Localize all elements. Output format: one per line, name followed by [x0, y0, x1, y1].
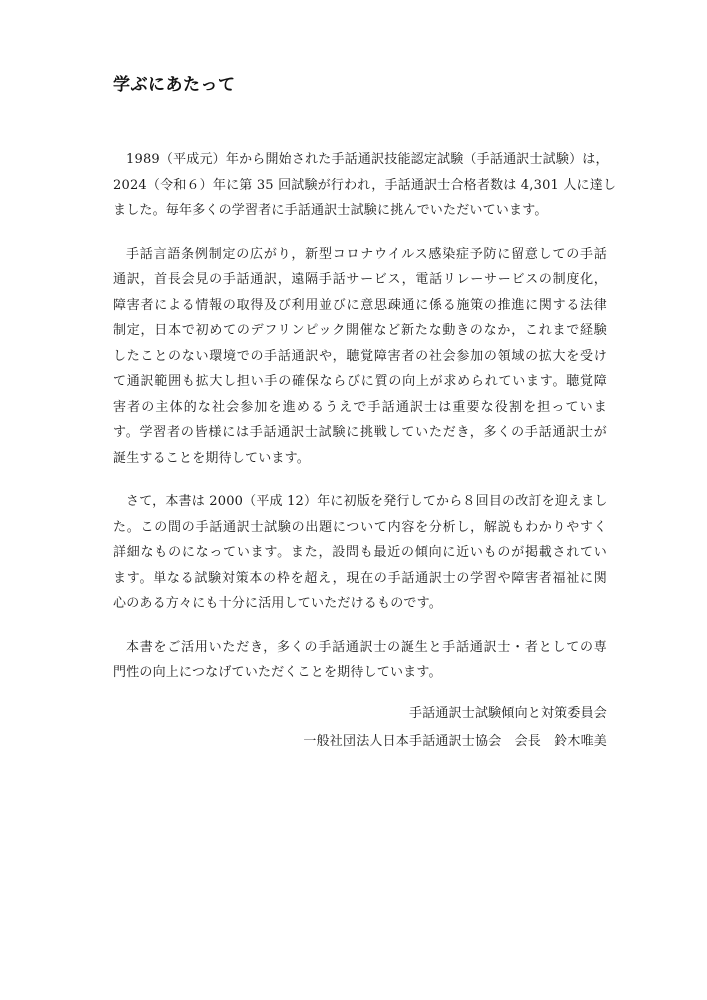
text-line: ます。単なる試験対策本の枠を超え，現在の手話通訳士の学習や障害者福祉に関 — [113, 570, 607, 586]
paragraph-1 — [113, 147, 617, 224]
text-line: 通訳，首長会見の手話通訳，遠隔手話サービス，電話リレーサービスの制度化， — [113, 272, 607, 287]
text-line: す。学習者の皆様には手話通訳士試験に挑戦していただき，多くの手話通訳士が — [113, 425, 607, 440]
page-title: 学ぶにあたって — [113, 75, 236, 95]
paragraph-3 — [113, 489, 607, 617]
text-line: 門性の向上につなげていただくことを期待しています。 — [113, 665, 442, 680]
text-line: さて，本書は 2000（平成 12）年に初版を発行してから８回目の改訂を迎えまし — [126, 494, 608, 509]
signature-block — [303, 700, 607, 756]
text-line: 誕生することを期待しています。 — [113, 450, 310, 466]
text-line: 手話言語条例制定の広がり，新型コロナウイルス感染症予防に留意しての手話 — [126, 246, 607, 262]
text-line: ました。毎年多くの学習者に手話通訳士試験に挑んでいただいています。 — [113, 203, 548, 218]
text-line: 詳細なものになっています。また，設問も最近の傾向に近いものが掲載されてい — [113, 545, 607, 560]
organization-president: 一般社団法人日本手話通訳士協会 会長 鈴木唯美 — [303, 734, 607, 749]
text-line: 害者の主体的な社会参加を進めるうえで手話通訳士は重要な役割を担っていま — [113, 399, 607, 415]
text-line: 1989（平成元）年から開始された手話通訳技能認定試験（手話通訳士試験）は， — [126, 152, 609, 167]
body-text — [113, 147, 617, 704]
text-line: 本書をご活用いただき，多くの手話通訳士の誕生と手話通訳士・者としての専 — [126, 639, 607, 655]
text-line: したことのない環境での手話通訳や，聴覚障害者の社会参加の領域の拡大を受け — [113, 348, 607, 364]
text-line: 心のある方々にも十分に活用していただけるものです。 — [113, 596, 442, 611]
paragraph-4 — [113, 635, 607, 686]
committee-name: 手話通訳士試験傾向と対策委員会 — [408, 706, 607, 721]
text-line: た。この間の手話通訳士試験の出題について内容を分析し，解説もわかりやすく — [113, 519, 607, 535]
text-line: 制定，日本で初めてのデフリンピック開催など新たな動きのなか，これまで経験 — [113, 323, 607, 338]
text-line: 障害者による情報の取得及び利用並びに意思疎通に係る施策の推進に関する法律 — [113, 297, 607, 313]
text-line: て通訳範囲も拡大し担い手の確保ならびに質の向上が求められています。聴覚障 — [113, 374, 607, 389]
paragraph-2 — [113, 242, 607, 472]
text-line: 2024（令和６）年に第 35 回試験が行われ，手話通訳士合格者数は 4,301 人に達し — [113, 177, 617, 193]
